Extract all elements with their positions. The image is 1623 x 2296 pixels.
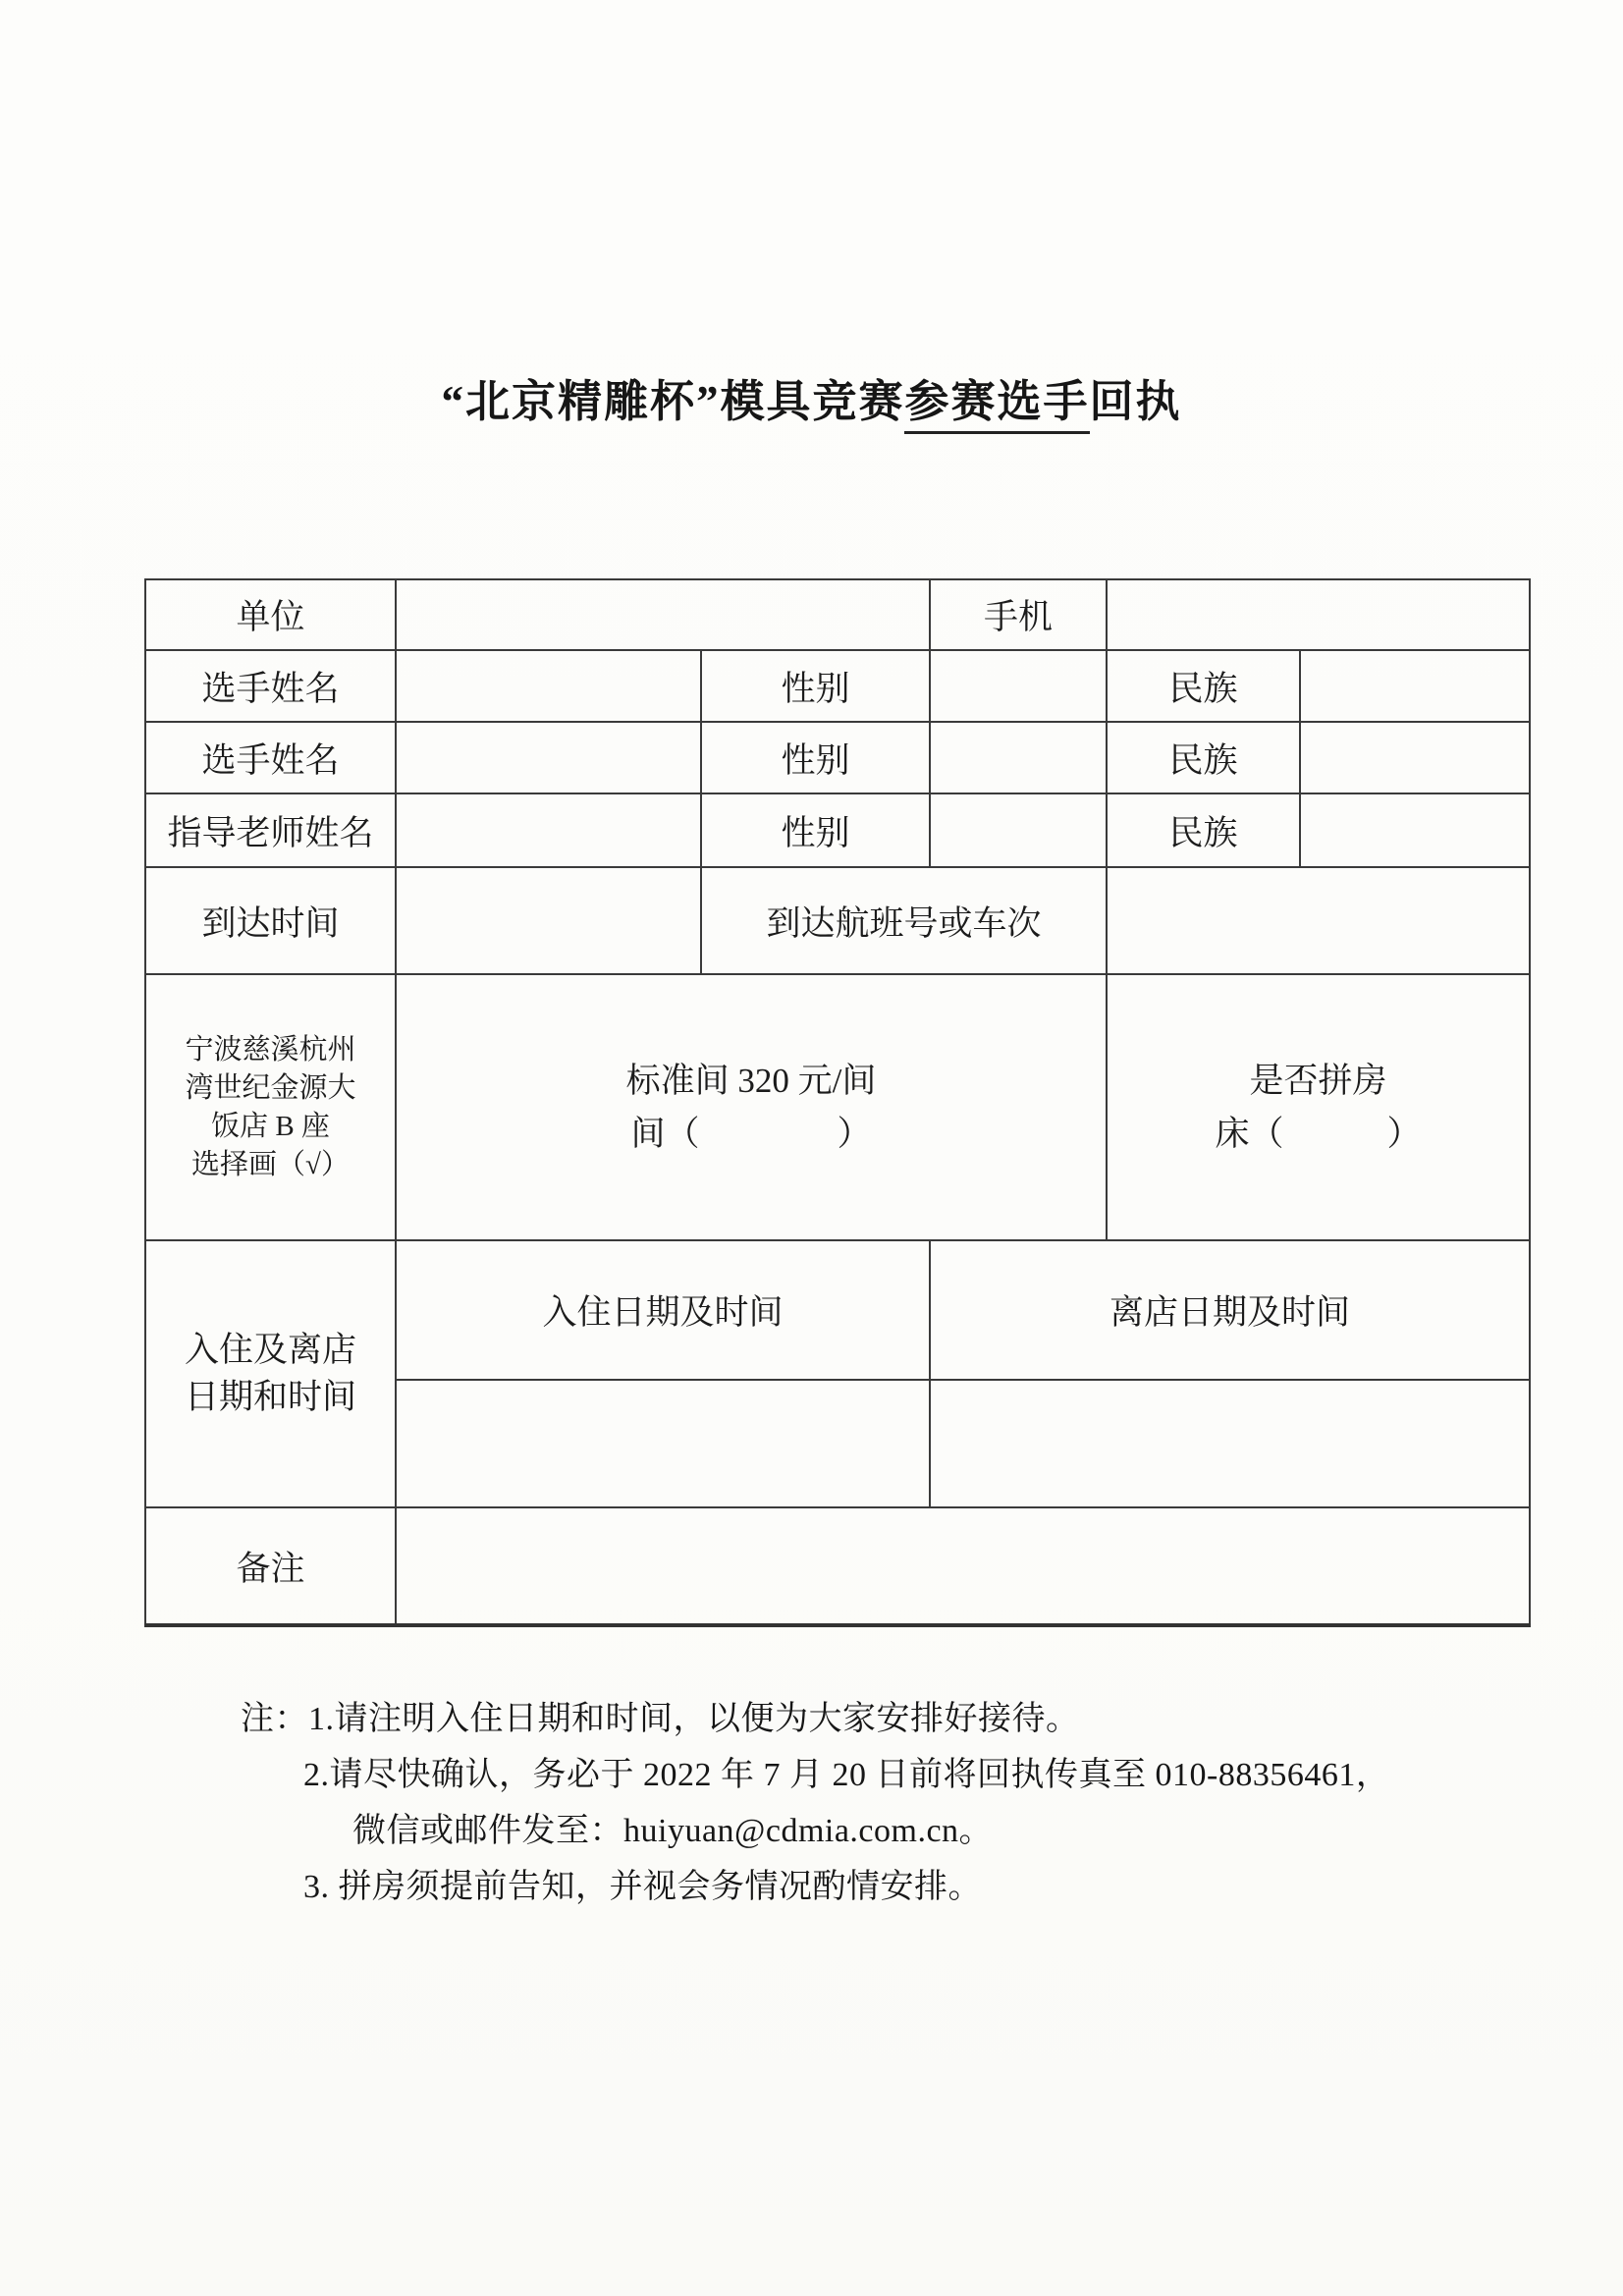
arrival-flight-value-cell [1107, 867, 1530, 974]
share-room-bed-blank: 床（ ） [1215, 1114, 1422, 1153]
arrival-time-label-cell: 到达时间 [145, 867, 396, 974]
note-line-2: 2.请尽快确认，务必于 2022 年 7 月 20 日前将回执传真至 010-88356461， [303, 1757, 1390, 1793]
title-underlined-part: 参赛选手 [904, 377, 1089, 434]
instructor-name-value-cell [396, 793, 701, 867]
remarks-value-cell [396, 1507, 1530, 1625]
unit-value-cell [396, 579, 930, 650]
stay-dates-label-cell [145, 1240, 396, 1507]
ethnic-label-cell: 民族 [1107, 793, 1300, 867]
arrival-time-value-cell [396, 867, 701, 974]
hotel-name-line4: 选择画（√） [191, 1148, 350, 1180]
title-prefix: “北京精雕杯”模具竞赛 [441, 377, 905, 426]
standard-room-count-blank: 间（ ） [630, 1114, 872, 1153]
share-room-cell [1107, 974, 1530, 1240]
contestant-name-label-cell: 选手姓名 [145, 722, 396, 793]
page-title [0, 365, 1623, 429]
title-suffix: 回执 [1089, 377, 1182, 426]
stay-label-line2: 日期和时间 [184, 1378, 356, 1416]
gender-label-cell: 性别 [701, 793, 930, 867]
checkin-value-cell [396, 1380, 930, 1507]
stay-label-line1: 入住及离店 [184, 1331, 356, 1369]
note-line-3: 微信或邮件发至：huiyuan@cdmia.com.cn。 [352, 1813, 994, 1849]
hotel-name-label-cell [145, 974, 396, 1240]
mobile-label-cell: 手机 [930, 579, 1107, 650]
contestant-name-value-cell [396, 722, 701, 793]
hotel-name-line2: 湾世纪金源大 [185, 1071, 356, 1104]
footnotes [241, 1691, 1389, 1915]
ethnic-label-cell: 民族 [1107, 722, 1300, 793]
note-line-4: 3. 拼房须提前告知，并视会务情况酌情安排。 [303, 1869, 982, 1905]
ethnic-value-cell [1300, 793, 1530, 867]
checkout-header-cell: 离店日期及时间 [930, 1240, 1530, 1380]
gender-value-cell [930, 650, 1107, 722]
table-row-arrival [145, 867, 1530, 974]
standard-room-cell [396, 974, 1107, 1240]
checkout-value-cell [930, 1380, 1530, 1507]
table-row-contestant-1 [145, 650, 1530, 722]
ethnic-label-cell: 民族 [1107, 650, 1300, 722]
instructor-name-label-cell: 指导老师姓名 [145, 793, 396, 867]
note-line-1: 注：1.请注明入住日期和时间，以便为大家安排好接待。 [241, 1701, 1080, 1737]
registration-form-table [144, 578, 1531, 1627]
table-row-stay-headers [145, 1240, 1530, 1380]
contestant-name-label-cell: 选手姓名 [145, 650, 396, 722]
table-row-instructor [145, 793, 1530, 867]
remarks-label-cell: 备注 [145, 1507, 396, 1625]
table-row-hotel [145, 974, 1530, 1240]
mobile-value-cell [1107, 579, 1530, 650]
standard-room-price: 标准间 320 元/间 [625, 1061, 877, 1100]
hotel-name-line1: 宁波慈溪杭州 [185, 1033, 356, 1066]
unit-label-cell: 单位 [145, 579, 396, 650]
table-row-unit [145, 579, 1530, 650]
checkin-header-cell: 入住日期及时间 [396, 1240, 930, 1380]
table-row-remarks [145, 1507, 1530, 1625]
gender-label-cell: 性别 [701, 722, 930, 793]
arrival-flight-label-cell: 到达航班号或车次 [701, 867, 1107, 974]
hotel-name-line3: 饭店 B 座 [211, 1110, 330, 1142]
gender-label-cell: 性别 [701, 650, 930, 722]
ethnic-value-cell [1300, 722, 1530, 793]
share-room-question: 是否拼房 [1249, 1061, 1387, 1100]
ethnic-value-cell [1300, 650, 1530, 722]
contestant-name-value-cell [396, 650, 701, 722]
gender-value-cell [930, 722, 1107, 793]
gender-value-cell [930, 793, 1107, 867]
table-row-contestant-2 [145, 722, 1530, 793]
